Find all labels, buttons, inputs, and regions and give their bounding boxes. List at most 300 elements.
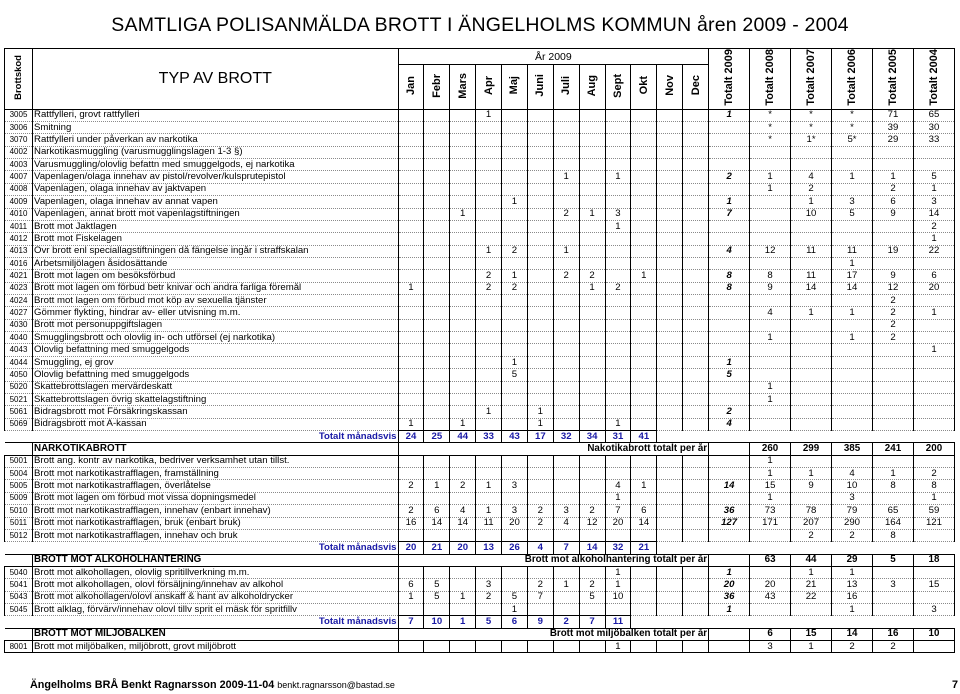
month-value (657, 641, 683, 653)
crime-code: 5061 (5, 406, 33, 418)
year-total: 4 (832, 468, 873, 480)
empty-cell (913, 431, 954, 443)
year-total (750, 146, 791, 158)
monthly-total-label: Totalt månadsvis (5, 542, 399, 554)
year-total (873, 566, 914, 578)
month-value (579, 393, 605, 405)
month-value (450, 369, 476, 381)
month-value (657, 406, 683, 418)
monthly-total-value: 6 (502, 616, 528, 628)
month-value (631, 134, 657, 146)
month-value (605, 245, 631, 257)
month-value: 16 (398, 517, 424, 529)
month-value (579, 529, 605, 541)
month-value (683, 344, 709, 356)
year-total (913, 319, 954, 331)
month-value: 1 (553, 579, 579, 591)
year-total: 22 (791, 591, 832, 603)
year-total: 12 (873, 282, 914, 294)
month-value (502, 122, 528, 134)
year-total: 290 (832, 517, 873, 529)
month-value: 2 (398, 480, 424, 492)
month-value (450, 159, 476, 171)
month-value (450, 641, 476, 653)
month-value (683, 369, 709, 381)
month-value (398, 319, 424, 331)
month-value: 2 (450, 480, 476, 492)
month-value (631, 393, 657, 405)
month-value: 5 (424, 591, 450, 603)
section-year-total: 10 (913, 628, 954, 640)
crime-type: Smugglingsbrott och olovlig in- och utförsel (ej narkotika) (33, 332, 399, 344)
month-value: 20 (605, 517, 631, 529)
month-value (424, 208, 450, 220)
crime-code: 4003 (5, 159, 33, 171)
month-value (450, 245, 476, 257)
year-total (791, 418, 832, 430)
crime-type: Brott mot lagen om förbud mot köp av sexuella tjänster (33, 295, 399, 307)
year-total: 1 (709, 196, 750, 208)
year-total (873, 233, 914, 245)
month-value (450, 220, 476, 232)
month-value (527, 529, 553, 541)
month-value (683, 492, 709, 504)
year-total: 9 (873, 208, 914, 220)
empty-cell (750, 431, 791, 443)
year-total: 1 (709, 566, 750, 578)
month-value (605, 183, 631, 195)
year-total: 1 (750, 455, 791, 467)
table-row (5, 393, 955, 405)
monthly-total-value: 32 (553, 431, 579, 443)
year-total: 30 (913, 122, 954, 134)
month-value (553, 356, 579, 368)
month-value (476, 319, 502, 331)
year-total: 1 (791, 468, 832, 480)
crime-type: Gömmer flykting, hindrar av- eller utvisning m.m. (33, 307, 399, 319)
month-value: 1 (631, 270, 657, 282)
month-value: 1 (605, 492, 631, 504)
month-value (657, 480, 683, 492)
month-value: 1 (398, 418, 424, 430)
crime-type: Vapenlagen, annat brott mot vapenlagstiftningen (33, 208, 399, 220)
empty-cell (709, 628, 750, 640)
month-value (450, 344, 476, 356)
footer (0, 679, 960, 693)
year-total (791, 604, 832, 616)
year-total (709, 220, 750, 232)
month-value (605, 319, 631, 331)
table-row (5, 529, 955, 541)
crime-type: Rattfylleri, grovt rattfylleri (33, 109, 399, 121)
month-value (398, 183, 424, 195)
year-total (709, 492, 750, 504)
table-row (5, 480, 955, 492)
brottskod-header: Brottskod (5, 49, 33, 110)
year-total: 21 (791, 579, 832, 591)
year-total: 1 (791, 641, 832, 653)
month-header: Apr (476, 65, 502, 109)
section-title: BROTT MOT MILJÖBALKEN (33, 628, 399, 640)
year-total: 9 (873, 270, 914, 282)
year-total: 4 (709, 245, 750, 257)
year-total: 4 (791, 171, 832, 183)
month-value (657, 393, 683, 405)
year-total: 2 (873, 307, 914, 319)
month-value (605, 356, 631, 368)
year-total: 65 (873, 505, 914, 517)
month-header: Sept (605, 65, 631, 109)
month-value (605, 122, 631, 134)
month-value (450, 171, 476, 183)
year-total: 1 (709, 356, 750, 368)
month-value: 2 (579, 505, 605, 517)
month-value (527, 282, 553, 294)
month-value (605, 257, 631, 269)
table-row (5, 418, 955, 430)
month-value (683, 208, 709, 220)
month-value: 7 (527, 591, 553, 603)
month-value (657, 591, 683, 603)
month-value (476, 208, 502, 220)
year-total: 16 (832, 591, 873, 603)
month-value (398, 220, 424, 232)
month-value (527, 344, 553, 356)
monthly-total-value (631, 616, 657, 628)
month-value (450, 579, 476, 591)
year-total (791, 369, 832, 381)
year-total (791, 455, 832, 467)
month-value (527, 109, 553, 121)
month-value (424, 393, 450, 405)
table-row (5, 171, 955, 183)
month-value (527, 257, 553, 269)
crime-type: Smuggling, ej grov (33, 356, 399, 368)
month-value (424, 604, 450, 616)
month-value (476, 468, 502, 480)
year-total (791, 393, 832, 405)
crime-code: 4027 (5, 307, 33, 319)
crime-type: Skattebrottslagen mervärdeskatt (33, 381, 399, 393)
empty-cell (791, 431, 832, 443)
monthly-total-value: 20 (450, 542, 476, 554)
crime-code: 5004 (5, 468, 33, 480)
year-total: 1 (791, 307, 832, 319)
year-total: 2 (709, 171, 750, 183)
table-row (5, 307, 955, 319)
month-value (398, 208, 424, 220)
month-value (527, 183, 553, 195)
year-total: 15 (750, 480, 791, 492)
month-value (683, 183, 709, 195)
crime-code: 5011 (5, 517, 33, 529)
year-total: 1 (832, 307, 873, 319)
month-value: 1 (450, 208, 476, 220)
month-value (657, 171, 683, 183)
month-value (605, 233, 631, 245)
month-value (398, 122, 424, 134)
table-row (5, 356, 955, 368)
month-value (553, 455, 579, 467)
month-header: Nov (657, 65, 683, 109)
month-value (476, 171, 502, 183)
year-total (791, 257, 832, 269)
year-total (913, 332, 954, 344)
table-row (5, 332, 955, 344)
month-value (631, 319, 657, 331)
monthly-total-value: 21 (424, 542, 450, 554)
monthly-total-value (657, 542, 683, 554)
section-header-row (5, 628, 955, 640)
month-value: 6 (424, 505, 450, 517)
crime-code: 4011 (5, 220, 33, 232)
year-total: 207 (791, 517, 832, 529)
month-value: 1 (605, 418, 631, 430)
month-value: 1 (476, 505, 502, 517)
table-row (5, 455, 955, 467)
month-value: 2 (553, 270, 579, 282)
crime-type: Brott mot narkotikastrafflagen, överlåtelse (33, 480, 399, 492)
year-total (873, 146, 914, 158)
month-value (683, 566, 709, 578)
month-value (398, 245, 424, 257)
month-value (502, 393, 528, 405)
month-value (553, 468, 579, 480)
month-value (476, 641, 502, 653)
month-value (631, 245, 657, 257)
month-value (424, 332, 450, 344)
month-value (398, 233, 424, 245)
crime-type: Brott mot lagen om förbud betr knivar och andra farliga föremål (33, 282, 399, 294)
month-value (683, 418, 709, 430)
month-value (657, 455, 683, 467)
month-value: 11 (476, 517, 502, 529)
crime-code: 4009 (5, 196, 33, 208)
year-total: 8 (709, 270, 750, 282)
year-total (791, 492, 832, 504)
crime-type: Brott mot narkotikastrafflagen, innehav och bruk (33, 529, 399, 541)
month-value (502, 208, 528, 220)
monthly-total-row (5, 542, 955, 554)
year-total (832, 369, 873, 381)
month-value (502, 468, 528, 480)
month-value (398, 381, 424, 393)
month-value (450, 282, 476, 294)
month-value: 14 (450, 517, 476, 529)
year-total: 36 (709, 505, 750, 517)
month-value (476, 220, 502, 232)
empty-cell (832, 431, 873, 443)
month-value (502, 257, 528, 269)
month-value (579, 566, 605, 578)
year-total (709, 641, 750, 653)
year-total (913, 295, 954, 307)
month-value (553, 159, 579, 171)
month-value (476, 455, 502, 467)
year-total (750, 344, 791, 356)
total-2004-header: Totalt 2004 (913, 49, 954, 110)
month-value (631, 381, 657, 393)
crime-code: 5009 (5, 492, 33, 504)
month-value: 14 (424, 517, 450, 529)
month-header: Dec (683, 65, 709, 109)
monthly-total-value: 41 (631, 431, 657, 443)
crime-code: 5040 (5, 566, 33, 578)
month-value (527, 245, 553, 257)
month-value (553, 604, 579, 616)
month-value (657, 196, 683, 208)
month-value (476, 332, 502, 344)
crime-type: Brott mot narkotikastrafflagen, innehav (enbart innehav) (33, 505, 399, 517)
month-value (450, 134, 476, 146)
month-value (502, 134, 528, 146)
crime-type: Brott mot personuppgiftslagen (33, 319, 399, 331)
month-value (398, 307, 424, 319)
year-total: 1 (750, 393, 791, 405)
month-value (424, 468, 450, 480)
empty-cell (750, 616, 791, 628)
month-value (527, 233, 553, 245)
month-value (683, 393, 709, 405)
month-value (527, 356, 553, 368)
month-value (502, 319, 528, 331)
monthly-total-value: 43 (502, 431, 528, 443)
month-value: 1 (579, 208, 605, 220)
empty-cell (791, 616, 832, 628)
year-total (709, 529, 750, 541)
year-total (913, 641, 954, 653)
month-value (579, 109, 605, 121)
month-value (683, 332, 709, 344)
month-value (527, 134, 553, 146)
year-total (709, 393, 750, 405)
month-value (553, 381, 579, 393)
month-value (424, 381, 450, 393)
month-value (683, 579, 709, 591)
month-value (450, 492, 476, 504)
month-value (398, 295, 424, 307)
month-value (553, 492, 579, 504)
year-total: 14 (709, 480, 750, 492)
month-value (553, 332, 579, 344)
monthly-total-value: 25 (424, 431, 450, 443)
table-row (5, 270, 955, 282)
year-total (873, 344, 914, 356)
year-total: 10 (832, 480, 873, 492)
month-value (398, 109, 424, 121)
monthly-total-value: 32 (605, 542, 631, 554)
year-total (791, 319, 832, 331)
year-total (832, 159, 873, 171)
section-year-total: 29 (832, 554, 873, 566)
month-value (553, 307, 579, 319)
month-header: Jan (398, 65, 424, 109)
month-value (502, 295, 528, 307)
empty-cell (709, 431, 750, 443)
year-total: * (750, 134, 791, 146)
month-value (657, 332, 683, 344)
crime-code: 4044 (5, 356, 33, 368)
month-value (398, 171, 424, 183)
month-value (631, 171, 657, 183)
month-value (502, 109, 528, 121)
empty-cell (832, 542, 873, 554)
year-total (750, 319, 791, 331)
empty-cell (873, 542, 914, 554)
year-total: 1 (709, 604, 750, 616)
table-row (5, 604, 955, 616)
year-total: * (832, 122, 873, 134)
month-value (527, 332, 553, 344)
month-value (631, 604, 657, 616)
crime-type: Brott mot Jaktlagen (33, 220, 399, 232)
month-value (657, 517, 683, 529)
month-value (579, 171, 605, 183)
crime-code: 3070 (5, 134, 33, 146)
month-value (579, 196, 605, 208)
month-value (579, 122, 605, 134)
month-value (424, 406, 450, 418)
monthly-total-value: 2 (553, 616, 579, 628)
month-value (579, 480, 605, 492)
month-value: 1 (605, 641, 631, 653)
month-value (502, 418, 528, 430)
month-value: 1 (527, 406, 553, 418)
month-value (450, 356, 476, 368)
year-total (913, 591, 954, 603)
table-row (5, 257, 955, 269)
year-total: 11 (791, 245, 832, 257)
month-value (476, 257, 502, 269)
monthly-total-value: 13 (476, 542, 502, 554)
month-value (527, 171, 553, 183)
month-value (631, 307, 657, 319)
year-total (832, 381, 873, 393)
year-total (750, 220, 791, 232)
year-total: 3 (832, 492, 873, 504)
month-value (424, 220, 450, 232)
year-total: 1* (791, 134, 832, 146)
month-value (657, 356, 683, 368)
monthly-total-value: 24 (398, 431, 424, 443)
total-2006-header: Totalt 2006 (832, 49, 873, 110)
year-total: 36 (709, 591, 750, 603)
month-value (657, 505, 683, 517)
month-value (657, 183, 683, 195)
year-total: 11 (791, 270, 832, 282)
month-value: 2 (502, 282, 528, 294)
crime-code: 4016 (5, 257, 33, 269)
monthly-total-label: Totalt månadsvis (5, 616, 399, 628)
year-total: 1 (913, 233, 954, 245)
year-total: 33 (913, 134, 954, 146)
month-value (476, 196, 502, 208)
month-value (450, 270, 476, 282)
year-total: 2 (873, 295, 914, 307)
month-value (631, 356, 657, 368)
month-value (683, 220, 709, 232)
month-value (683, 270, 709, 282)
month-value (424, 295, 450, 307)
month-value (631, 208, 657, 220)
month-value (502, 159, 528, 171)
year-total (709, 295, 750, 307)
month-value (657, 579, 683, 591)
year-total (750, 356, 791, 368)
month-value (450, 332, 476, 344)
year-total: 1 (832, 171, 873, 183)
month-value (527, 146, 553, 158)
